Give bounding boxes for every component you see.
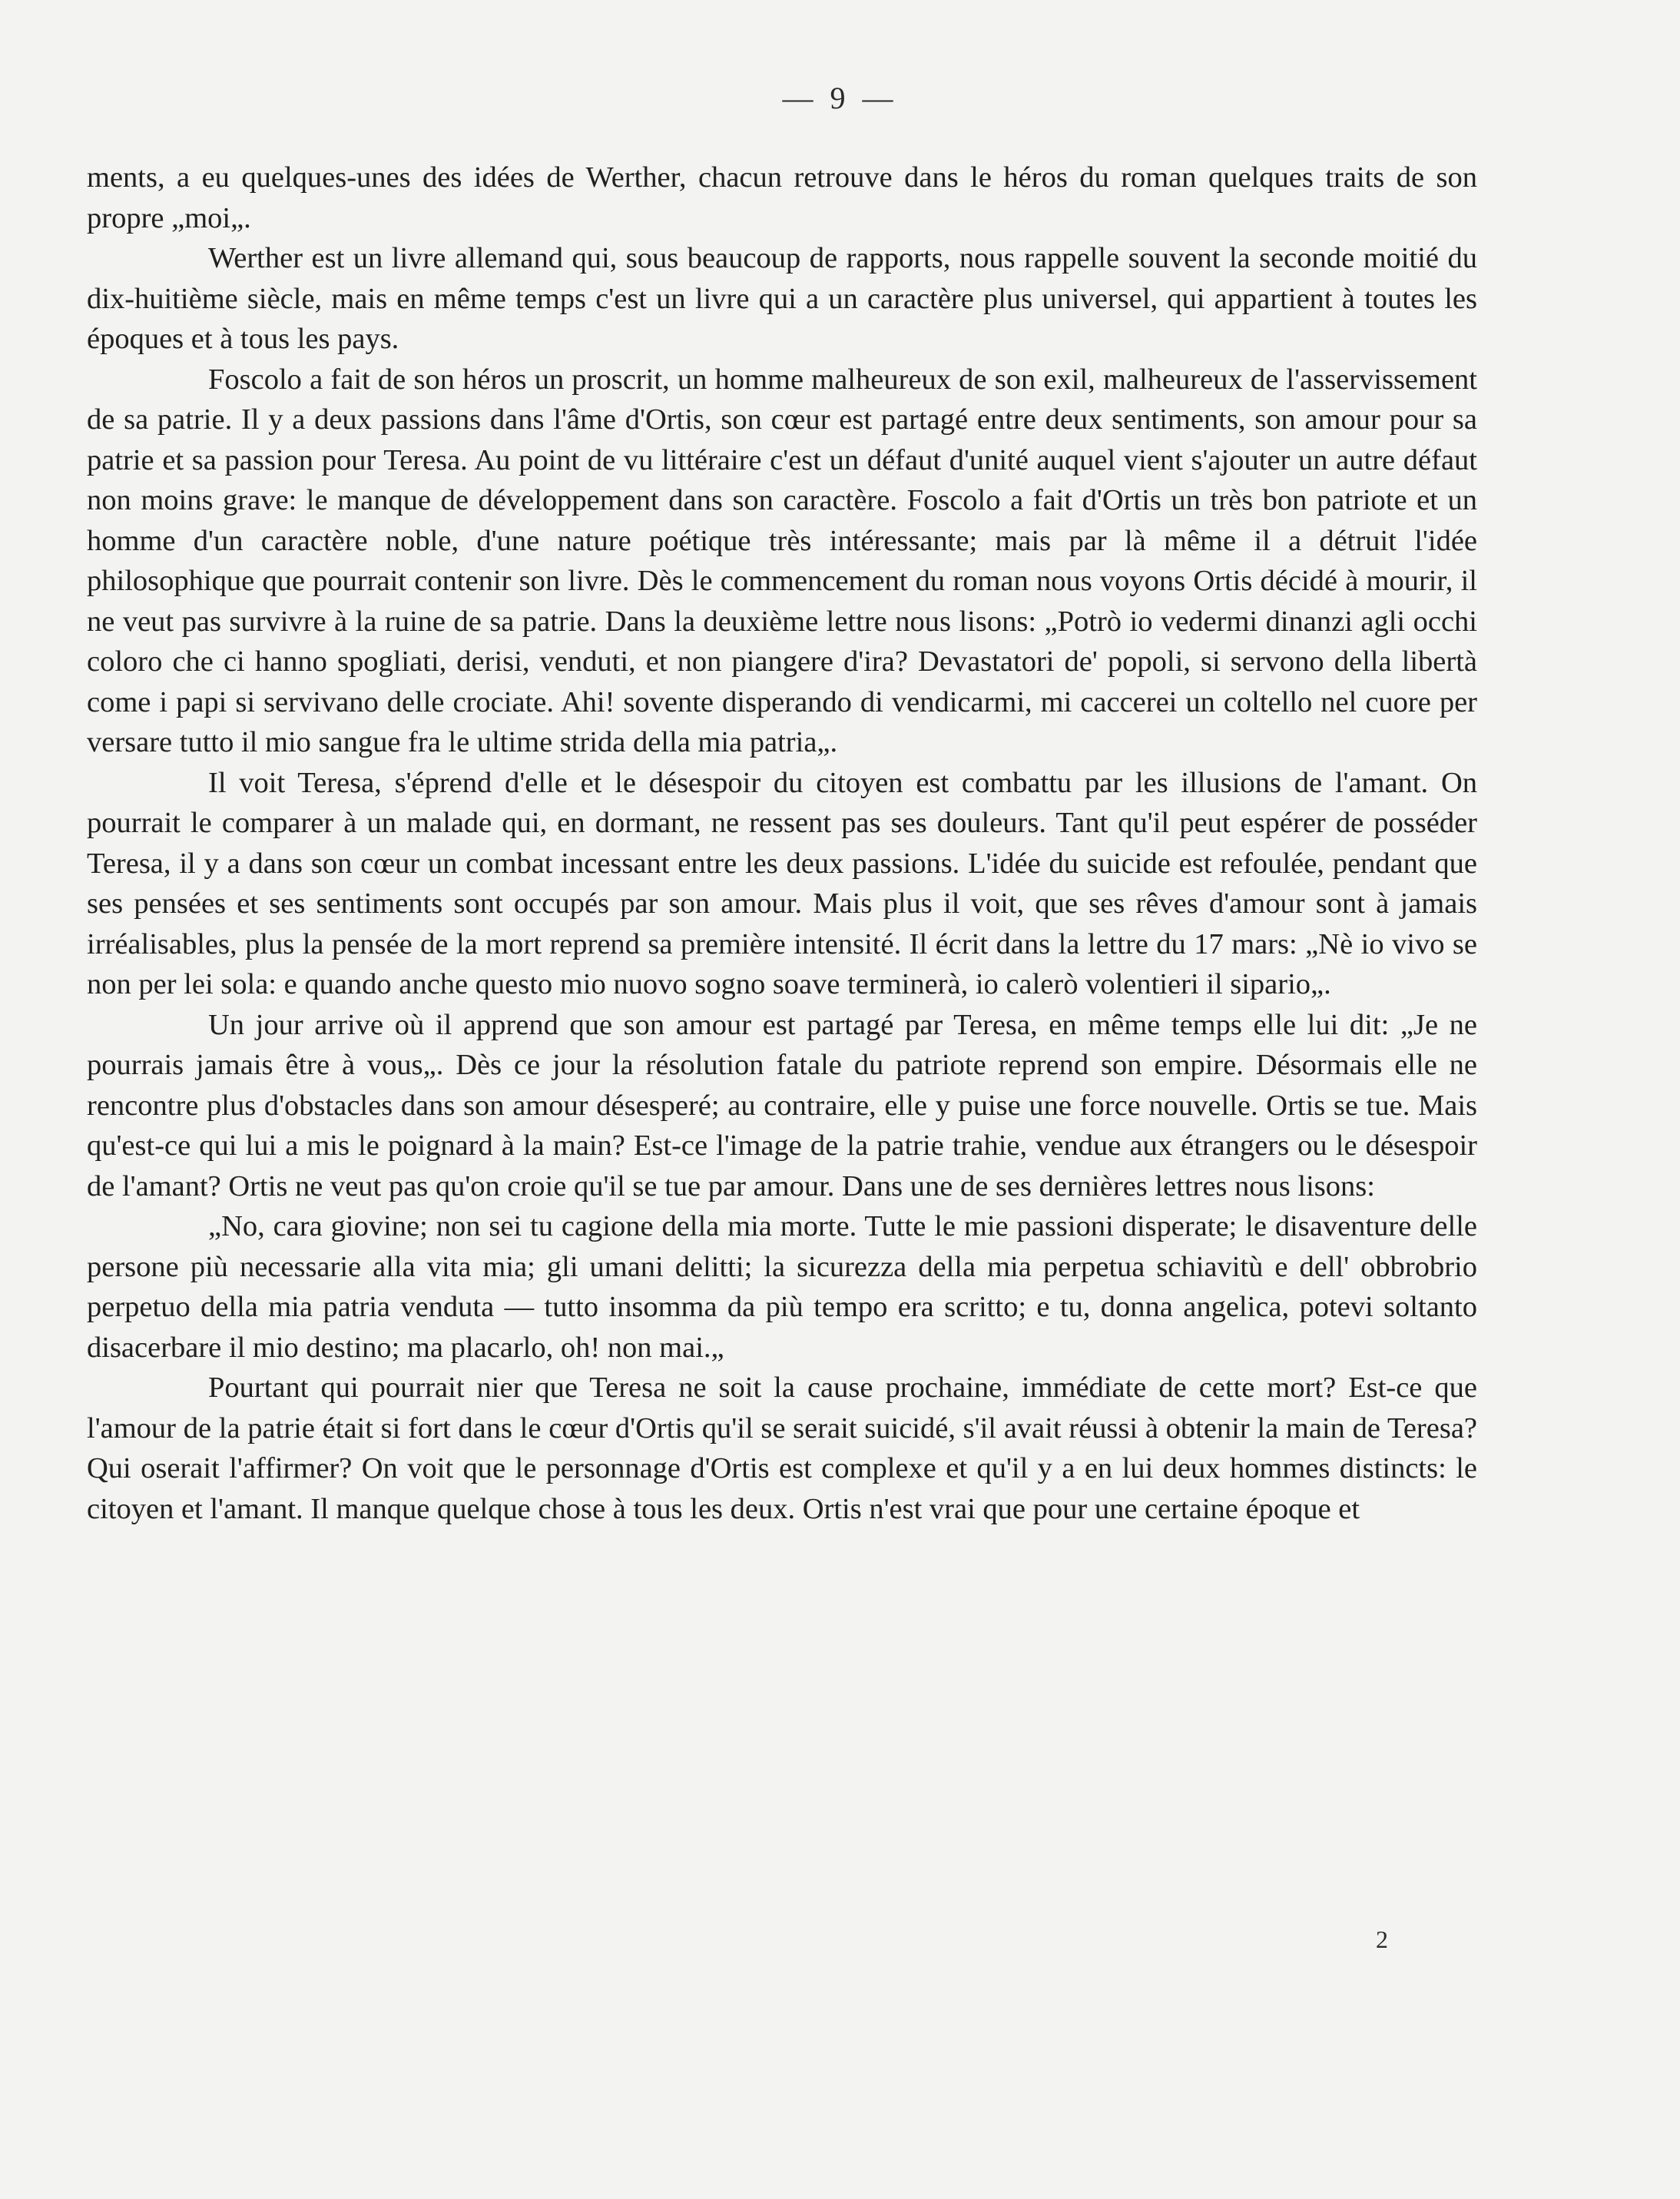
paragraph-5: Un jour arrive où il apprend que son amour est partagé par Teresa, en même temps elle lui dit: „Je ne pourrais jamais être à vous„. Dès ce jour la résolution fatale du patriote reprend son empire. Désormais elle ne rencontre plus d'obstacles dans son amour désesperé; au contraire, elle y puise une force nouvelle. Ortis se tue. Mais qu'est-ce qui lui a mis le poignard à la main? Est-ce l'image de la patrie trahie, vendue aux étrangers ou le désespoir de l'amant? Ortis ne veut pas qu'on croie qu'il se tue par amour. Dans une de ses dernières lettres nous lisons: — [87, 1008, 1477, 1202]
page-number-header: — 9 — — [782, 81, 898, 115]
signature-mark: 2 — [1376, 1925, 1388, 1953]
quotation-paragraph: „No, cara giovine; non sei tu cagione della mia morte. Tutte le mie passioni disperate; le disaventure delle persone più necessarie alla vita mia; gli umani delitti; la sicurezza della mia perpetua schiavitù e dell' obbrobrio perpetuo della mia patria venduta — tutto insomma da più tempo era scritto; e tu, donna angelica, potevi soltanto disacerbare il mio destino; ma placarlo, oh! non mai.„ — [87, 1210, 1477, 1364]
paragraph-1: ments, a eu quelques-unes des idées de Werther, chacun retrouve dans le héros du roman quelques traits de son propre „moi„. — [87, 161, 1477, 234]
paragraph-4: Il voit Teresa, s'éprend d'elle et le désespoir du citoyen est combattu par les illusions de l'amant. On pourrait le comparer à un malade qui, en dormant, ne ressent pas ses douleurs. Tant qu'il peut espérer de posséder Teresa, il y a dans son cœur un combat incessant entre les deux passions. L'idée du suicide est refoulée, pendant que ses pensées et ses sentiments sont occupés par son amour. Mais plus il voit, que ses rêves d'amour sont à jamais irréalisables, plus la pensée de la mort reprend sa première intensité. Il écrit dans la lettre du 17 mars: „Nè io vivo se non per lei sola: e quando anche questo mio nuovo sogno soave terminerà, io calerò volentieri il sipario„. — [87, 766, 1477, 1000]
body-text — [87, 158, 1477, 1529]
paragraph-3: Foscolo a fait de son héros un proscrit, un homme malheureux de son exil, malheureux de l'asservissement de sa patrie. Il y a deux passions dans l'âme d'Ortis, son cœur est partagé entre deux sentiments, son amour pour sa patrie et sa passion pour Teresa. Au point de vu littéraire c'est un défaut d'unité auquel vient s'ajouter un autre défaut non moins grave: le manque de développement dans son caractère. Foscolo a fait d'Ortis un très bon patriote et un homme d'un caractère noble, d'une nature poétique très intéressante; mais par là même il a détruit l'idée philosophique que pourrait contenir son livre. Dès le commencement du roman nous voyons Ortis décidé à mourir, il ne veut pas survivre à la ruine de sa patrie. Dans la deuxième lettre nous lisons: „Potrò io vedermi dinanzi agli occhi coloro che ci hanno spogliati, derisi, venduti, et non piangere d'ira? Devastatori de' popoli, si servono della libertà come i papi si servivano delle crociate. Ahi! sovente disperando di vendicarmi, mi caccerei un coltello nel cuore per versare tutto il mio sangue fra le ultime strida della mia patria„. — [87, 363, 1477, 758]
paragraph-7: Pourtant qui pourrait nier que Teresa ne soit la cause prochaine, immédiate de cette mort? Est-ce que l'amour de la patrie était si fort dans le cœur d'Ortis qu'il se serait suicidé, s'il avait réussi à obtenir la main de Teresa? Qui oserait l'affirmer? On voit que le personnage d'Ortis est complexe et qu'il y a en lui deux hommes distincts: le citoyen et l'amant. Il manque quelque chose à tous les deux. Ortis n'est vrai que pour une certaine époque et — [87, 1371, 1477, 1525]
paragraph-2: Werther est un livre allemand qui, sous beaucoup de rapports, nous rappelle souvent la seconde moitié du dix-huitième siècle, mais en même temps c'est un livre qui a un caractère plus universel, qui appartient à toutes les époques et à tous les pays. — [87, 242, 1477, 355]
